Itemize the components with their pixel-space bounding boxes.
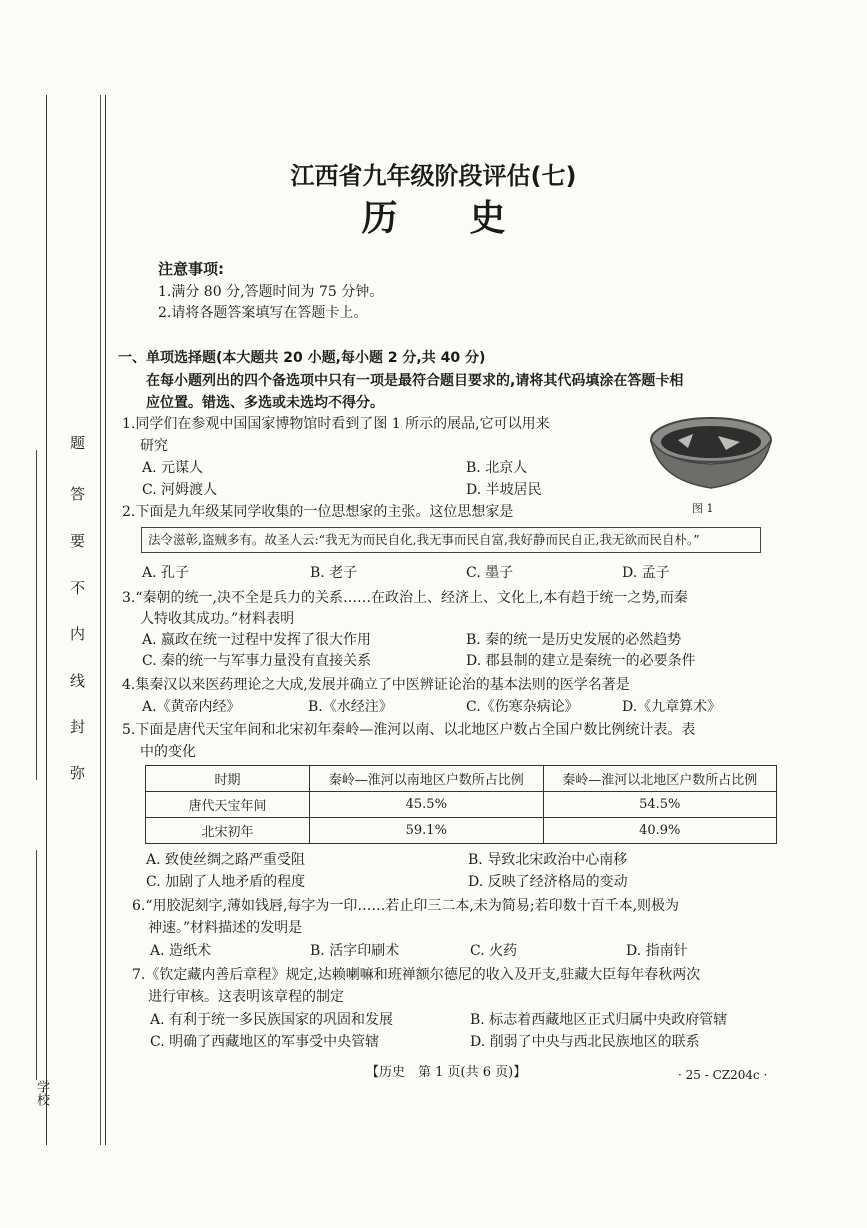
q4-option-d[interactable]: D.《九章算术》	[622, 699, 722, 715]
q4-stem: 4.集秦汉以来医药理论之大成,发展并确立了中医辨证论治的基本法则的医学名著是	[122, 677, 630, 693]
margin-line-left	[46, 95, 47, 1145]
q7-option-a[interactable]: A. 有利于统一多民族国家的巩固和发展	[150, 1012, 394, 1028]
notes-item: 1.满分 80 分,答题时间为 75 分钟。	[158, 284, 384, 300]
school-label: 学校	[34, 1080, 49, 1106]
q1-stem: 研究	[140, 438, 168, 454]
table-cell: 59.1%	[310, 818, 543, 844]
margin-line-mid	[100, 95, 101, 1145]
table-header: 秦岭—淮河以北地区户数所占比例	[543, 766, 776, 792]
q2-option-d[interactable]: D. 孟子	[622, 565, 670, 581]
section-heading: 一、单项选择题(本大题共 20 小题,每小题 2 分,共 40 分)	[118, 350, 486, 366]
q7-stem: 进行审核。这表明该章程的制定	[148, 989, 344, 1005]
q1-option-c[interactable]: C. 河姆渡人	[142, 482, 218, 498]
table-cell: 54.5%	[543, 792, 776, 818]
q5-option-a[interactable]: A. 致使丝绸之路严重受阻	[146, 852, 306, 868]
margin-char: 线	[70, 672, 86, 690]
table-cell: 40.9%	[543, 818, 776, 844]
notes-item: 2.请将各题答案填写在答题卡上。	[158, 305, 368, 321]
q5-stem: 5.下面是唐代天宝年间和北宋初年秦岭—淮河以南、以北地区户数占全国户数比例统计表。表	[122, 722, 696, 738]
q1-option-d[interactable]: D. 半坡居民	[466, 482, 542, 498]
q7-option-b[interactable]: B. 标志着西藏地区正式归属中央政府管辖	[470, 1012, 728, 1028]
q1-figure-caption: 图 1	[692, 502, 714, 515]
margin-char: 不	[70, 579, 86, 597]
exam-title: 江西省九年级阶段评估(七)	[290, 162, 577, 190]
table-cell: 45.5%	[310, 792, 543, 818]
q7-stem: 7.《钦定藏内善后章程》规定,达赖喇嘛和班禅额尔德尼的收入及开支,驻藏大臣每年春秋两次	[132, 967, 701, 983]
table-header-row	[146, 766, 777, 792]
notes-heading: 注意事项:	[158, 260, 224, 278]
q1-stem: 1.同学们在参观中国国家博物馆时看到了图 1 所示的展品,它可以用来	[122, 416, 550, 432]
margin-char: 答	[70, 485, 86, 503]
margin-char: 弥	[70, 764, 86, 782]
q2-option-a[interactable]: A. 孔子	[142, 565, 190, 581]
section-instruction: 在每小题列出的四个备选项中只有一项是最符合题目要求的,请将其代码填涂在答题卡相	[146, 373, 684, 389]
q6-option-b[interactable]: B. 活字印刷术	[310, 943, 400, 959]
q4-option-c[interactable]: C.《伤寒杂病论》	[466, 699, 579, 715]
table-row	[146, 818, 777, 844]
q5-option-b[interactable]: B. 导致北宋政治中心南移	[468, 852, 628, 868]
q7-option-d[interactable]: D. 削弱了中央与西北民族地区的联系	[470, 1034, 700, 1050]
pottery-bowl-figure	[648, 412, 774, 496]
q5-option-d[interactable]: D. 反映了经济格局的变动	[468, 874, 628, 890]
table-header: 时期	[146, 766, 310, 792]
q3-option-c[interactable]: C. 秦的统一与军事力量没有直接关系	[142, 653, 372, 669]
q1-option-a[interactable]: A. 元谋人	[142, 460, 204, 476]
q1-option-b[interactable]: B. 北京人	[466, 460, 528, 476]
q4-option-a[interactable]: A.《黄帝内经》	[142, 699, 241, 715]
q5-option-c[interactable]: C. 加剧了人地矛盾的程度	[146, 874, 306, 890]
q4-option-b[interactable]: B.《水经注》	[308, 699, 393, 715]
q6-option-d[interactable]: D. 指南针	[626, 943, 688, 959]
q3-option-b[interactable]: B. 秦的统一是历史发展的必然趋势	[466, 632, 682, 648]
q6-option-c[interactable]: C. 火药	[470, 943, 518, 959]
q3-stem: 人特收其成功。”材料表明	[140, 611, 295, 627]
household-ratio-table	[145, 765, 777, 844]
student-field-underline	[36, 450, 37, 780]
q2-stem: 2.下面是九年级某同学收集的一位思想家的主张。这位思想家是	[122, 504, 514, 520]
page-footer: 【历史 第 1 页(共 6 页)】	[366, 1065, 527, 1080]
q2-option-b[interactable]: B. 老子	[310, 565, 358, 581]
table-cell: 唐代天宝年间	[146, 792, 310, 818]
margin-char: 内	[70, 625, 86, 643]
exam-code: · 25 - CZ204c ·	[678, 1068, 768, 1082]
margin-char: 封	[70, 718, 86, 736]
q6-option-a[interactable]: A. 造纸术	[150, 943, 212, 959]
table-row	[146, 792, 777, 818]
q2-option-c[interactable]: C. 墨子	[466, 565, 514, 581]
subject-title: 历 史	[361, 198, 506, 239]
q7-option-c[interactable]: C. 明确了西藏地区的军事受中央管辖	[150, 1034, 380, 1050]
q6-stem: 6.“用胶泥刻字,薄如钱唇,每字为一印……若止印三二本,未为简易;若印数十百千本,则极为	[132, 898, 680, 914]
margin-char: 题	[70, 434, 86, 452]
section-instruction: 应位置。错选、多选或未选均不得分。	[146, 395, 384, 411]
table-header: 秦岭—淮河以南地区户数所占比例	[310, 766, 543, 792]
q3-option-d[interactable]: D. 郡县制的建立是秦统一的必要条件	[466, 653, 696, 669]
school-field-underline	[36, 850, 37, 1080]
q6-stem: 神速。”材料描述的发明是	[148, 920, 303, 936]
q5-stem: 中的变化	[140, 744, 196, 760]
q3-stem: 3.“秦朝的统一,决不全是兵力的关系……在政治上、经济上、文化上,本有趋于统一之势,而秦	[122, 590, 688, 606]
margin-char: 要	[70, 532, 86, 550]
margin-line-right	[105, 95, 106, 1145]
q3-option-a[interactable]: A. 嬴政在统一过程中发挥了很大作用	[142, 632, 372, 648]
q2-quote-box: 法令滋彰,盗贼多有。故圣人云:“我无为而民自化,我无事而民自富,我好静而民自正,我无欲而民自朴。”	[141, 527, 761, 553]
table-cell: 北宋初年	[146, 818, 310, 844]
